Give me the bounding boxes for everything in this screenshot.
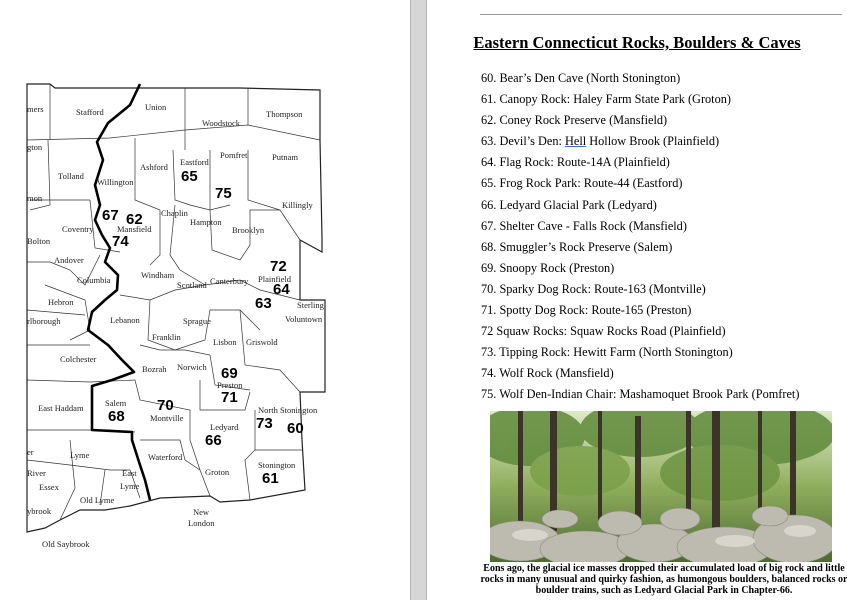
town-label: gton: [27, 142, 43, 152]
town-label: Old Saybrook: [42, 539, 90, 549]
site-number-64: 64: [273, 281, 290, 298]
list-item: 67. Shelter Cave - Falls Rock (Mansfield): [481, 218, 687, 233]
site-number-70: 70: [157, 397, 174, 414]
town-label: North Stonington: [258, 405, 318, 415]
town-label: Lyme: [120, 481, 140, 491]
town-label: Franklin: [152, 332, 181, 342]
town-label: Columbia: [77, 275, 111, 285]
left-page: [0, 0, 410, 600]
town-label: Salem: [105, 398, 127, 408]
town-label: East: [122, 468, 137, 478]
town-label: Preston: [217, 380, 243, 390]
list-item: 71. Spotty Dog Rock: Route-165 (Preston): [481, 303, 692, 318]
site-number-73: 73: [256, 415, 273, 432]
town-label: Mansfield: [117, 224, 152, 234]
site-number-75: 75: [215, 185, 232, 202]
town-label: Groton: [205, 467, 230, 477]
county-map: [0, 70, 410, 570]
list-item-part: Hollow Brook (Plainfield): [586, 134, 720, 149]
site-number-65: 65: [181, 168, 198, 185]
town-label: Old Lyme: [80, 495, 115, 505]
site-number-72: 72: [270, 258, 287, 275]
region-divider-line: [88, 84, 150, 500]
town-label: Canterbury: [210, 276, 249, 286]
town-label: Scotland: [177, 280, 207, 290]
site-number-62: 62: [126, 211, 143, 228]
site-number-74: 74: [112, 233, 129, 250]
site-number-69: 69: [221, 365, 238, 382]
list-item: 68. Smuggler’s Rock Preserve (Salem): [481, 239, 673, 254]
list-item-part: 63. Devil’s Den:: [481, 134, 566, 149]
town-label: Stonington: [258, 460, 296, 470]
site-number-61: 61: [262, 470, 279, 487]
site-number-66: 66: [205, 432, 222, 449]
town-label: Hampton: [190, 217, 222, 227]
list-item: 74. Wolf Rock (Mansfield): [481, 366, 614, 381]
list-item: 61. Canopy Rock: Haley Farm State Park (Groton): [481, 92, 731, 107]
site-number-63: 63: [255, 295, 272, 312]
town-label: Voluntown: [285, 314, 323, 324]
town-label: Sterling: [297, 300, 324, 310]
list-item: 75. Wolf Den-Indian Chair: Mashamoquet Brook Park (Pomfret): [481, 387, 800, 402]
town-label: mon: [27, 193, 43, 203]
town-label: Pomfret: [220, 150, 248, 160]
town-label: Griswold: [246, 337, 278, 347]
forest-boulder-photo: [490, 411, 832, 562]
town-label: East Haddam: [38, 403, 84, 413]
town-label: Union: [145, 102, 167, 112]
list-item: 64. Flag Rock: Route-14A (Plainfield): [481, 155, 670, 170]
list-item: 60. Bear’s Den Cave (North Stonington): [481, 71, 681, 85]
town-label: Ledyard: [210, 422, 239, 432]
town-label: River: [27, 468, 46, 478]
town-label: Tolland: [58, 171, 84, 181]
list-item: 70. Sparky Dog Rock: Route-163 (Montville): [481, 281, 706, 296]
town-labels: [27, 102, 325, 549]
photo-caption: Eons ago, the glacial ice masses dropped their accumulated load of big rock and little rocks in many unusual and quirky fashion, as humongous boulders, balanced rocks or boulder trains, such as Ledyard Glacial Park in Chapter-66.: [480, 563, 847, 597]
town-label: Bozrah: [142, 364, 167, 374]
list-item: 72 Squaw Rocks: Squaw Rocks Road (Plainfield): [481, 324, 726, 339]
town-label: Lebanon: [110, 315, 140, 325]
town-label: Windham: [141, 270, 175, 280]
town-label: Lisbon: [213, 337, 237, 347]
list-item: [481, 131, 799, 152]
page-title: Eastern Connecticut Rocks, Boulders & Caves: [473, 33, 801, 52]
town-label: Andover: [54, 255, 84, 265]
town-label: New: [193, 507, 210, 517]
right-page: [427, 0, 847, 600]
town-label: Lyme: [70, 450, 90, 460]
town-label: Putnam: [272, 152, 298, 162]
list-item: 66. Ledyard Glacial Park (Ledyard): [481, 197, 657, 212]
town-label: rlborough: [27, 316, 61, 326]
town-label: Colchester: [60, 354, 97, 364]
town-label: ybrook: [27, 506, 52, 516]
town-label: Chaplin: [161, 208, 188, 218]
town-label: Plainfield: [258, 274, 292, 284]
town-label: Thompson: [266, 109, 303, 119]
town-label: Ashford: [140, 162, 168, 172]
site-list: [481, 68, 799, 406]
site-number-60: 60: [287, 420, 304, 437]
town-label: Sprague: [183, 316, 211, 326]
town-label: Essex: [39, 482, 59, 492]
town-label: Norwich: [177, 362, 207, 372]
list-item: 69. Snoopy Rock (Preston): [481, 260, 615, 275]
list-item: 73. Tipping Rock: Hewitt Farm (North Stonington): [481, 345, 733, 360]
header-rule: [480, 14, 842, 15]
list-item: 62. Coney Rock Preserve (Mansfield): [481, 113, 668, 128]
town-label: Coventry: [62, 224, 94, 234]
town-label: Killingly: [282, 200, 313, 210]
town-label: Bolton: [27, 236, 51, 246]
town-label: Woodstock: [202, 118, 241, 128]
list-item: 65. Frog Rock Park: Route-44 (Eastford): [481, 176, 683, 191]
town-label: London: [188, 518, 215, 528]
site-number-68: 68: [108, 408, 125, 425]
photo-illustration: [490, 411, 832, 562]
town-label: Eastford: [180, 157, 209, 167]
town-label: Brooklyn: [232, 225, 265, 235]
town-label: Montville: [150, 413, 184, 423]
town-label: er: [27, 447, 34, 457]
town-label: Willington: [97, 177, 134, 187]
town-label: Waterford: [148, 452, 183, 462]
town-label: Hebron: [48, 297, 74, 307]
town-label: Stafford: [76, 107, 104, 117]
site-number-71: 71: [221, 389, 238, 406]
page-gutter: [410, 0, 427, 600]
spellcheck-underlined-word: Hell: [565, 134, 587, 149]
site-number-67: 67: [102, 207, 119, 224]
town-label: mers: [27, 104, 44, 114]
